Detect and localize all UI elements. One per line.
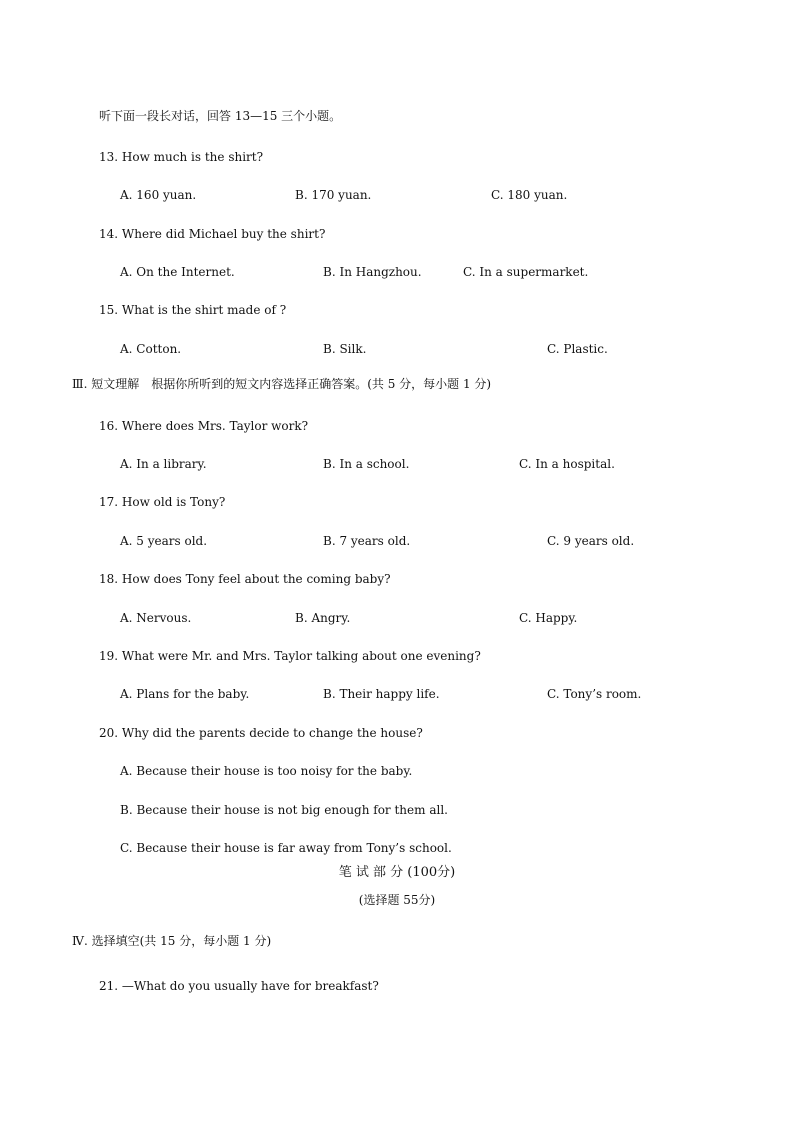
q15-option-a[interactable]: A. Cotton. [120, 342, 182, 356]
question-15: 15. What is the shirt made of ? [99, 303, 287, 317]
q14-option-a[interactable]: A. On the Internet. [120, 265, 235, 279]
question-18: 18. How does Tony feel about the coming baby? [99, 572, 391, 586]
q17-option-c[interactable]: C. 9 years old. [547, 534, 635, 548]
written-part-title: 笔 试 部 分 (100分) [338, 865, 456, 880]
q15-option-b[interactable]: B. Silk. [323, 342, 367, 356]
written-part-subtitle: (选择题 55分) [358, 893, 436, 907]
q19-option-c[interactable]: C. Tony’s room. [547, 687, 642, 701]
question-21: 21. —What do you usually have for breakfast? [99, 979, 379, 993]
q14-option-c[interactable]: C. In a supermarket. [463, 265, 589, 279]
question-16: 16. Where does Mrs. Taylor work? [99, 419, 309, 433]
question-20: 20. Why did the parents decide to change the house? [99, 726, 423, 740]
section-3-heading: Ⅲ. 短文理解 根据你所听到的短文内容选择正确答案。(共 5 分，每小题 1 分) [72, 377, 492, 391]
q20-option-a[interactable]: A. Because their house is too noisy for the baby. [120, 764, 413, 778]
q13-option-c[interactable]: C. 180 yuan. [491, 188, 568, 202]
q19-option-b[interactable]: B. Their happy life. [323, 687, 440, 701]
q17-option-b[interactable]: B. 7 years old. [323, 534, 411, 548]
q18-option-c[interactable]: C. Happy. [519, 611, 578, 625]
q20-option-b[interactable]: B. Because their house is not big enough for them all. [120, 803, 448, 817]
q15-option-c[interactable]: C. Plastic. [547, 342, 608, 356]
question-17: 17. How old is Tony? [99, 495, 226, 509]
q13-option-a[interactable]: A. 160 yuan. [120, 188, 197, 202]
question-13: 13. How much is the shirt? [99, 150, 264, 164]
section-4-heading: Ⅳ. 选择填空(共 15 分，每小题 1 分) [72, 934, 272, 948]
q20-option-c[interactable]: C. Because their house is far away from Tony’s school. [120, 841, 452, 855]
q17-option-a[interactable]: A. 5 years old. [120, 534, 208, 548]
q16-option-a[interactable]: A. In a library. [120, 457, 207, 471]
q13-option-b[interactable]: B. 170 yuan. [295, 188, 372, 202]
q19-option-a[interactable]: A. Plans for the baby. [120, 687, 250, 701]
part-instruction: 听下面一段长对话，回答 13—15 三个小题。 [99, 109, 342, 123]
q16-option-c[interactable]: C. In a hospital. [519, 457, 615, 471]
q18-option-a[interactable]: A. Nervous. [120, 611, 192, 625]
question-19: 19. What were Mr. and Mrs. Taylor talking about one evening? [99, 649, 481, 663]
q18-option-b[interactable]: B. Angry. [295, 611, 351, 625]
q16-option-b[interactable]: B. In a school. [323, 457, 410, 471]
q14-option-b[interactable]: B. In Hangzhou. [323, 265, 422, 279]
question-14: 14. Where did Michael buy the shirt? [99, 227, 326, 241]
